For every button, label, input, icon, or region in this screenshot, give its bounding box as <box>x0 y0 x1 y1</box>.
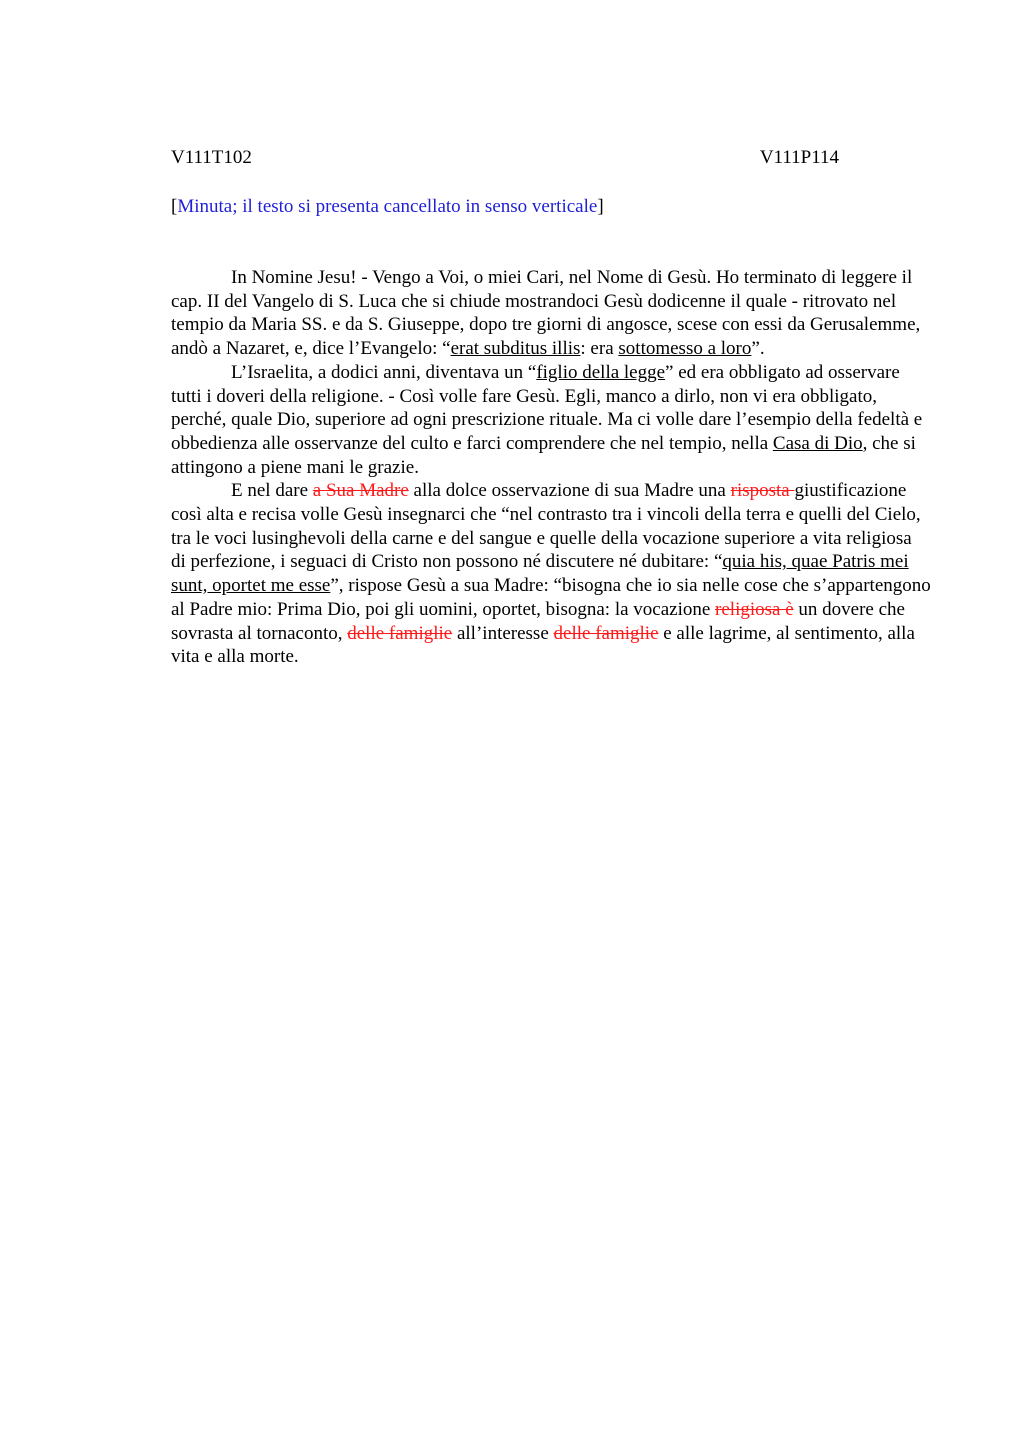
document-code-right: V111P114 <box>759 147 839 168</box>
p3-deleted-1: a Sua Madre <box>312 480 409 502</box>
p3-underlined-1: quia his, quae Patris mei sunt, oportet me esse <box>171 551 909 597</box>
p2-underlined-2: Casa di Dio <box>772 432 863 454</box>
paragraph-1 <box>171 266 931 361</box>
document-body <box>171 266 931 669</box>
editorial-note <box>171 196 604 218</box>
p2-text-2: ” ed era obbligato ad osservare tutti i doveri della religione. - Così volle fare Gesù. Egli, manco a dirlo, non vi era obbligato, perché, quale Dio, superiore ad ogni prescrizione rituale. Ma ci volle dare l’esempio della fedeltà e obbedienza alle osservanze del culto e farci comprendere che nel tempio, nella <box>171 361 923 454</box>
p1-underlined-1: erat subditus illis <box>450 338 581 360</box>
p2-text-1: L’Israelita, a dodici anni, diventava un “ <box>231 361 537 383</box>
p3-text-3: giustificazione così alta e recisa volle Gesù insegnarci che “nel contrasto tra i vincoli della terra e quelli del Cielo, tra le voci lusinghevoli della carne e del sangue e quelle della vocazione superiore a vita religiosa di perfezione, i seguaci di Cristo non possono né discutere né dubitare: “ <box>171 480 921 573</box>
note-text: Minuta; il testo si presenta cancellato in senso verticale <box>177 196 598 217</box>
p2-text-3: , che si attingono a piene mani le grazie. <box>171 432 916 478</box>
paragraph-2 <box>171 361 931 480</box>
paragraph-3 <box>171 479 931 669</box>
p3-deleted-2: risposta <box>730 480 795 502</box>
note-open-bracket: [ <box>171 196 178 217</box>
p3-deleted-4: delle famiglie <box>347 622 453 644</box>
p3-deleted-3: religiosa è <box>715 598 794 620</box>
note-close-bracket: ] <box>597 196 604 217</box>
p3-text-7: e alle lagrime, al sentimento, alla vita e alla morte. <box>171 622 915 668</box>
p3-text-1: E nel dare <box>231 480 313 502</box>
p1-underlined-2: sottomesso a loro <box>618 338 752 360</box>
p1-text-1: In Nomine Jesu! - Vengo a Voi, o miei Cari, nel Nome di Gesù. Ho terminato di leggere il cap. II del Vangelo di S. Luca che si chiude mostrandoci Gesù dodicenne il quale - ritrovato nel tempio da Maria SS. e da S. Giuseppe, dopo tre giorni di angosce, scese con essi da Gerusalemme, andò a Nazaret, e, dice l’Evangelo: “ <box>171 267 921 360</box>
document-code-left: V111T102 <box>171 147 252 168</box>
p3-text-6: all’interesse <box>452 622 554 644</box>
p1-text-2: : era <box>580 338 619 360</box>
p3-text-2: alla dolce osservazione di sua Madre una <box>408 480 731 502</box>
p3-text-4: ”, rispose Gesù a sua Madre: “bisogna che io sia nelle cose che s’appartengono al Padre mio: Prima Dio, poi gli uomini, oportet, bisogna: la vocazione <box>171 575 931 620</box>
p3-deleted-5: delle famiglie <box>553 622 659 644</box>
p3-text-5: un dovere che sovrasta al tornaconto, <box>171 598 905 644</box>
p2-underlined-1: figlio della legge <box>536 361 666 383</box>
document-header <box>171 147 839 169</box>
p1-text-3: ”. <box>751 338 765 360</box>
